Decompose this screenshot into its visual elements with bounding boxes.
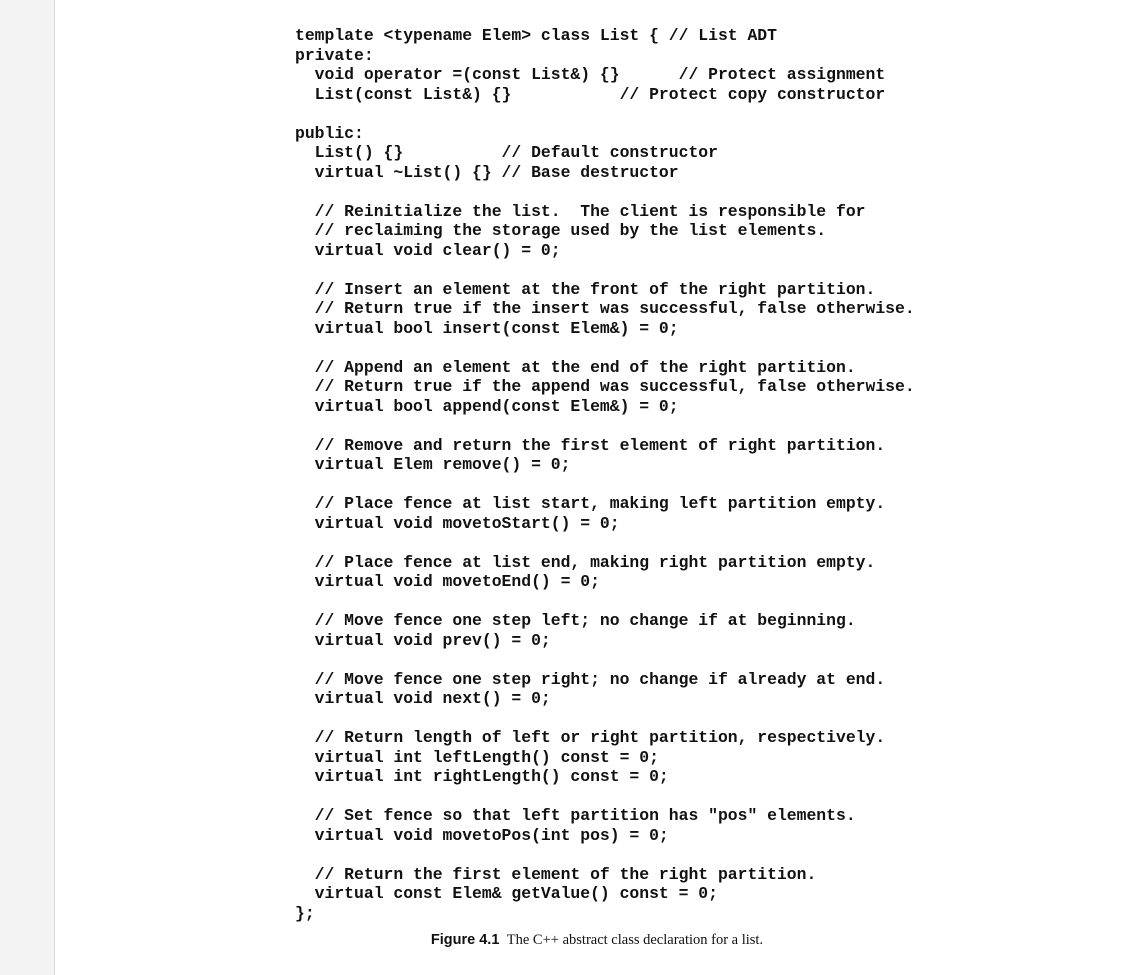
figure-caption-text: The C++ abstract class declaration for a list. xyxy=(506,932,764,948)
left-margin-gutter xyxy=(0,0,55,975)
code-line: // Return the first element of the right partition. xyxy=(295,864,817,884)
code-line: virtual bool insert(const Elem&) = 0; xyxy=(295,318,679,338)
code-line: // Insert an element at the front of the right partition. xyxy=(295,279,876,299)
code-line: // Return true if the append was successful, false otherwise. xyxy=(295,377,915,396)
code-line: List(const List&) {} // Protect copy constructor xyxy=(295,84,886,104)
code-line: virtual void movetoPos(int pos) = 0; xyxy=(295,825,669,845)
code-line: virtual void next() = 0; xyxy=(295,689,551,708)
code-line: // Remove and return the first element of right partition. xyxy=(295,435,886,455)
code-line xyxy=(295,104,915,124)
code-line: virtual const Elem& getValue() const = 0; xyxy=(295,884,718,903)
code-line: virtual bool append(const Elem&) = 0; xyxy=(295,396,679,416)
code-line xyxy=(295,845,915,865)
code-line: }; xyxy=(295,903,315,923)
code-listing xyxy=(295,26,915,923)
code-line xyxy=(295,182,915,202)
code-line: // Append an element at the end of the right partition. xyxy=(295,357,856,377)
code-line xyxy=(295,650,915,670)
code-line: // Place fence at list end, making right partition empty. xyxy=(295,552,876,572)
code-line: // Move fence one step left; no change if at beginning. xyxy=(295,611,856,630)
document-page xyxy=(55,0,1139,975)
code-line: virtual void prev() = 0; xyxy=(295,630,551,650)
code-line: private: xyxy=(295,45,374,65)
code-line: virtual int rightLength() const = 0; xyxy=(295,767,669,786)
code-line xyxy=(295,416,915,436)
figure-caption-label: Figure 4.1 xyxy=(430,932,500,948)
code-line: virtual ~List() {} // Base destructor xyxy=(295,162,679,182)
code-line: virtual void movetoEnd() = 0; xyxy=(295,572,600,591)
code-line: // Return length of left or right partition, respectively. xyxy=(295,728,886,747)
code-line: template <typename Elem> class List { // List ADT xyxy=(295,26,777,45)
code-line xyxy=(295,787,915,807)
figure-caption xyxy=(55,932,1139,949)
code-line: // Move fence one step right; no change if already at end. xyxy=(295,669,886,689)
code-line: // reclaiming the storage used by the list elements. xyxy=(295,221,827,240)
code-line: // Place fence at list start, making left partition empty. xyxy=(295,494,886,513)
code-line xyxy=(295,709,915,729)
code-line xyxy=(295,533,915,553)
code-line xyxy=(295,260,915,280)
code-line: // Return true if the insert was successful, false otherwise. xyxy=(295,299,915,318)
code-line xyxy=(295,338,915,358)
code-line: virtual void movetoStart() = 0; xyxy=(295,513,620,533)
code-line: virtual void clear() = 0; xyxy=(295,240,561,260)
code-line: // Reinitialize the list. The client is responsible for xyxy=(295,201,866,221)
code-line: // Set fence so that left partition has "pos" elements. xyxy=(295,806,856,825)
code-line: virtual int leftLength() const = 0; xyxy=(295,747,659,767)
code-line: void operator =(const List&) {} // Protect assignment xyxy=(295,65,886,84)
code-line: public: xyxy=(295,123,364,143)
code-line xyxy=(295,475,915,495)
code-line: virtual Elem remove() = 0; xyxy=(295,455,571,474)
code-line: List() {} // Default constructor xyxy=(295,143,718,162)
code-line xyxy=(295,592,915,612)
